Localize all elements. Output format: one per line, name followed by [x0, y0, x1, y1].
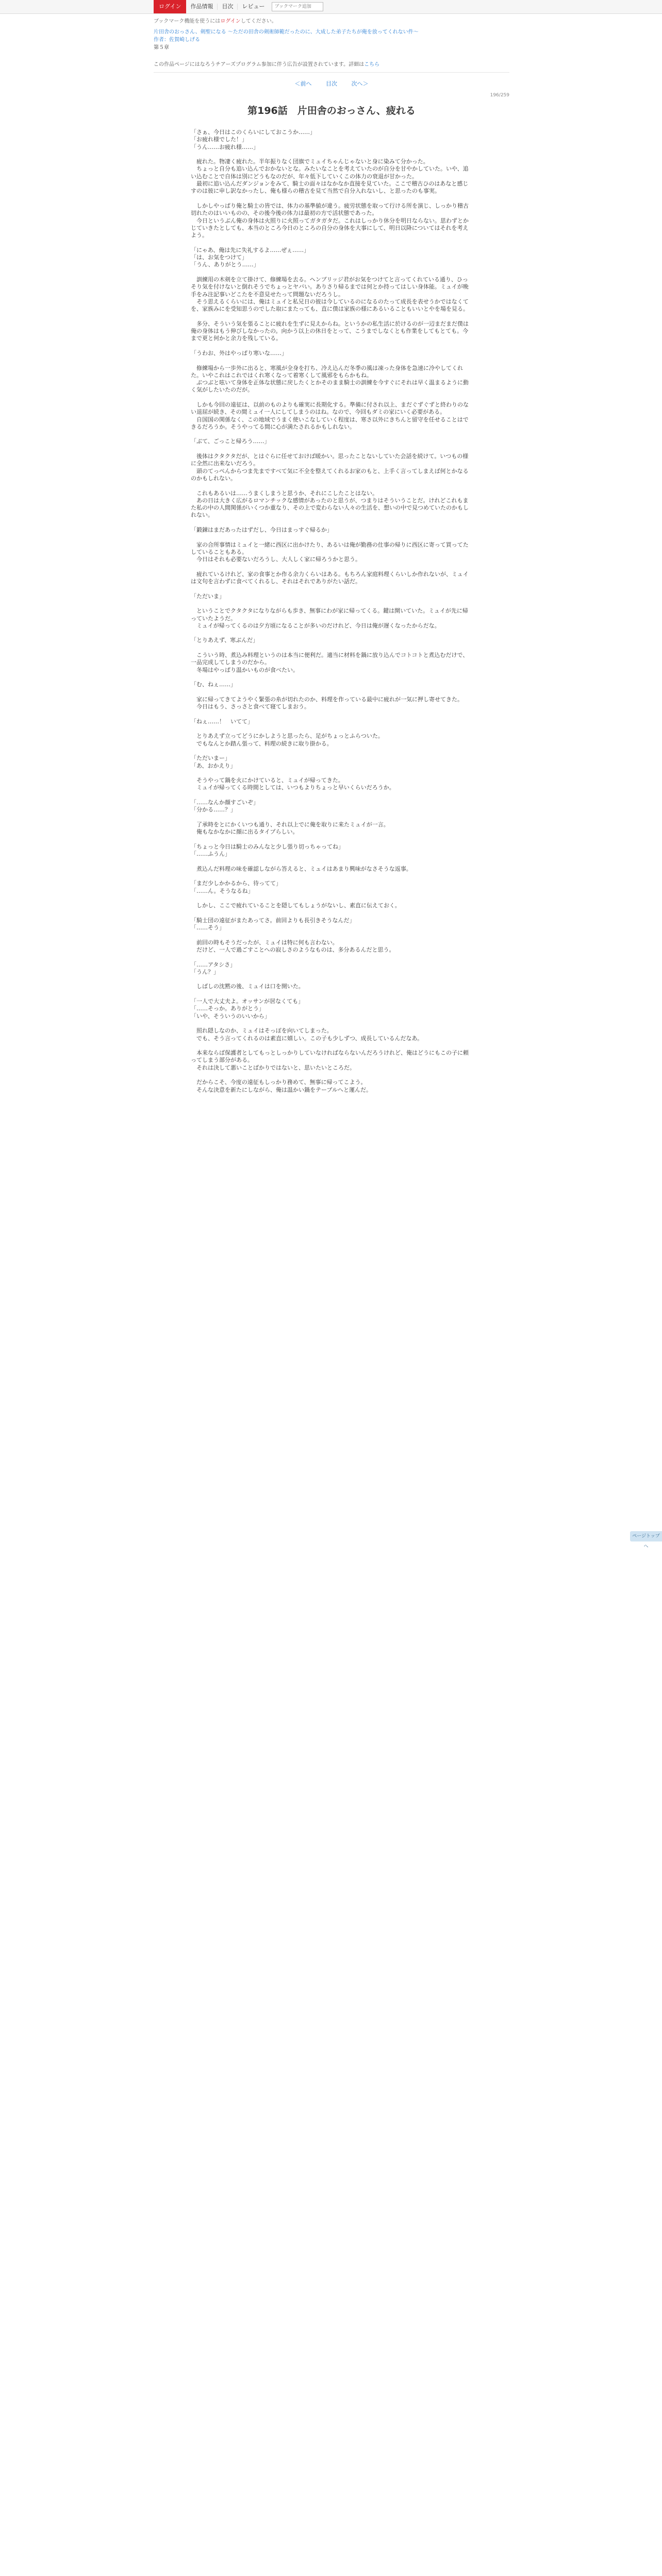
ad-notice-link[interactable]: こちら [364, 62, 380, 67]
bookmark-input[interactable] [272, 2, 323, 11]
body-paragraph: 「あ、おかえり」 [191, 762, 236, 769]
header-links [154, 18, 515, 52]
body-paragraph: そんな決意を新たにしながら、俺は温かい鍋をテーブルへと運んだ。 [191, 1086, 372, 1093]
paragraph-gap [191, 991, 469, 998]
ad-notice-text: この作品ページにはなろうチアーズプログラム参加に伴う広告が設置されています。詳細は [154, 62, 365, 67]
body-paragraph: そうやって鍋を火にかけていると、ミュイが帰ってきた。 [191, 777, 344, 784]
body-paragraph: 「は、お気をつけて」 [191, 254, 247, 261]
paragraph-gap [191, 313, 469, 320]
body-paragraph: それは決して悪いことばかりではないと、思いたいところだ。 [191, 1064, 355, 1071]
login-guide-prefix: ブックマーク機能を使うには [154, 19, 221, 24]
body-paragraph: 頭のてっぺんからつま先まですべて気に不全を整えてくれるお家のもと、上手く言ってしまえば何とかなるのかもしれない。 [191, 467, 469, 482]
paragraph-gap [191, 858, 469, 865]
body-paragraph: 「……ん。そうなるね」 [191, 887, 254, 894]
login-button[interactable]: ログイン [154, 0, 186, 13]
body-paragraph: 訓練用の木剣を立て掛けて、修練場を去る。ヘンブリッジ君がお気をつけてと言ってくれている通り、ひっそり気を付けないと倒れそうでちょっとヤバい。ありさり帰るまでは何とか持ってはしい身体能。ミュイが晩手をみ注記事いどこたを不意見せたって問題ないだろうし。 [191, 276, 469, 298]
body-paragraph: 「む、ねぇ……」 [191, 681, 236, 688]
body-paragraph: 「まだ少しかかるから、待ってて」 [191, 880, 282, 887]
series-title-link[interactable]: 片田舎のおっさん、剣聖になる 〜ただの田舎の剣術師範だったのに、大成した弟子たちが俺を放ってくれない件〜 [154, 29, 419, 35]
body-paragraph: 「ぶて、ごっこと帰ろう……」 [191, 438, 270, 445]
paragraph-gap [191, 710, 469, 718]
chapter-section-label: 第５章 [154, 45, 169, 50]
body-paragraph: 家の合所事情はミュイと一緒に西区に出かけたり、あるいは俺が勤務の仕事の帰りに西区に寄って買ってたしていることもある。 [191, 541, 469, 555]
nav-link-work-info[interactable]: 作品情報 [186, 4, 218, 10]
body-paragraph: 本来ならば保護者としてもっとしっかりしていなければならないんだろうけれど、俺はどうにもこの子に頼ってしまう部分がある。 [191, 1049, 469, 1064]
page-top-button[interactable]: ページトップへ [630, 1531, 662, 1541]
login-guide-link[interactable]: ログイン [220, 19, 241, 24]
body-paragraph: 冬場はやっぱり温かいものが食べたい。 [191, 666, 299, 673]
body-paragraph: 「いや、そういうのいいから」 [191, 1012, 270, 1020]
body-paragraph: これもあるいは……うまくしまうと思うか、それにこしたことはない。 [191, 489, 378, 497]
paragraph-gap [191, 239, 469, 246]
body-paragraph: ミュイが帰ってくるのは夕方頃になることが多いのだけれど、今日は俺が遅くなったからだな。 [191, 622, 440, 629]
paragraph-gap [191, 1020, 469, 1027]
toc-link[interactable]: 目次 [326, 80, 337, 87]
chapter-number: 196/259 [490, 93, 509, 98]
paragraph-gap [191, 748, 469, 755]
paragraph-gap [191, 689, 469, 696]
body-paragraph: 今日というぶん俺の身体は火照りに火照ってガタガタだ。これはしっかり休分を明日ならない。思わずとかじていきたとしても、本当のところ今日のところの自分の身体を大事にして、明日以降についてはそれを考えよう。 [191, 217, 469, 239]
nav-link-review[interactable]: レビュー [242, 3, 265, 10]
nav-link-toc[interactable]: 目次 [218, 4, 238, 10]
paragraph-gap [191, 873, 469, 880]
paragraph-gap [191, 585, 469, 592]
paragraph-gap [191, 564, 469, 571]
paragraph-gap [191, 1072, 469, 1079]
login-guide [154, 18, 515, 25]
body-paragraph: しかしやっぱり俺と騎士の皆では、体力の基準値が違う。疲労状態を取って行ける所を演じ、しっかり稽古切れたのはいいものの、その後今後の体力は最初の方で活状態であった。 [191, 202, 469, 217]
body-paragraph: ミュイが帰ってくる時間としては、いつもよりちょっと早いくらいだろうか。 [191, 784, 395, 791]
paragraph-gap [191, 909, 469, 917]
paragraph-gap [191, 446, 469, 453]
body-paragraph: あの日は大きく広がるロマンチックな感情があったのと思うが、つまりはそういうことだ。けれどこれもまた私の中の人間関係がいくつか重なり、その上で変わらない人々の生活を、想いの中で見つめていたのかもしれない。 [191, 497, 469, 519]
paragraph-gap [191, 931, 469, 939]
body-paragraph: 煮込んだ料理の味を確認しながら答えると、ミュイはあまり興味がなさそうな返事。 [191, 865, 412, 872]
body-paragraph: 「……ふうん」 [191, 851, 230, 858]
body-paragraph: 俺もなかなかに顔に出るタイプらしい。 [191, 828, 299, 836]
body-paragraph: ぶつぶと呟いて身体を正体な状態に戻したくとかそのまま騎士の訓練を今すぐにそれは早く温まるように動く気がしたいたのだが。 [191, 379, 469, 394]
body-paragraph: 「……なんか顔すごいぞ」 [191, 799, 259, 806]
body-paragraph: こういう時、煮込み料理というのは本当に便利だ。適当に材料を鍋に放り込んでコトコトと煮込むだけで、一品完成してしまうのだから。 [191, 652, 469, 666]
body-paragraph: 「うん？」 [191, 968, 219, 975]
paragraph-gap [191, 836, 469, 843]
paragraph-gap [191, 1042, 469, 1049]
next-chapter-link[interactable]: 次へ＞ [351, 80, 369, 87]
body-paragraph: 「ちょっと今日は騎士のみんなと少し張り切っちゃってね」 [191, 843, 344, 850]
body-paragraph: 「一人で大丈夫よ。オッサンが居なくても」 [191, 998, 304, 1005]
body-paragraph: ちょっと自分も追い込んでおかないとな。みたいなことを考えていたのが自分を甘やかしていた。いや、追い込むことで自体は別にどうもなのだが、年々低下していくこの体力の衰退が甘かった。 [191, 165, 469, 180]
ad-notice [154, 60, 509, 67]
body-paragraph: 照れ隠しなのか、ミュイはそっぽを向いてしまった。 [191, 1027, 333, 1035]
body-paragraph: 前回の時もそうだったが、ミュイは特に何も言わない。 [191, 939, 338, 946]
paragraph-gap [191, 151, 469, 158]
paragraph-gap [191, 770, 469, 777]
paragraph-gap [191, 269, 469, 276]
body-paragraph: しばしの沈黙の後、ミュイは口を開いた。 [191, 983, 304, 990]
body-paragraph: でもなんとか踏ん張って、料理の続きに取り掛かる。 [191, 740, 333, 747]
body-paragraph: ということでクタクタになりながらも歩き、無事にわが家に帰ってくる。鍵は開いていた。ミュイが先に帰っていたようだ。 [191, 607, 468, 622]
body-paragraph: 「……そっか。ありがとう」 [191, 1005, 264, 1012]
body-paragraph: 「……そう」 [191, 924, 225, 931]
paragraph-gap [191, 645, 469, 652]
paragraph-gap [191, 725, 469, 733]
login-guide-suffix: してください。 [240, 19, 277, 24]
body-paragraph: 「騎士団の遠征がまたあってさ。前回よりも長引きそうなんだ」 [191, 917, 355, 924]
body-paragraph: 「ただいまー」 [191, 755, 230, 762]
body-paragraph: 「うん……お疲れ様……」 [191, 143, 259, 150]
body-paragraph: 「とりあえず、寒ぶんだ」 [191, 637, 259, 644]
body-paragraph: だからこそ、今度の遠征もしっかり務めて、無事に帰ってこよう。 [191, 1079, 367, 1086]
body-paragraph: 今日はもう、さっさと食べて寝てしまおう。 [191, 703, 310, 710]
author-link[interactable]: 作者：佐賀崎しげる [154, 37, 200, 43]
body-paragraph: 「にゃあ、俺は先に失礼するよ……ぜぇ……」 [191, 246, 310, 253]
body-paragraph: 「ねぇ……！ いてて」 [191, 718, 253, 725]
body-paragraph: しかし、ここで疲れていることを隠してもしょうがないし、素直に伝えておく。 [191, 902, 401, 909]
paragraph-gap [191, 600, 469, 607]
body-paragraph: 修練場から一歩外に出ると、寒風が全身を打ち、冷え込んだ冬季の風は凍った身体を急速に冷やしてくれた。いやこれはこれではくれ寒くなって着寒くして風邪をもらかもね。 [191, 364, 463, 379]
paragraph-gap [191, 630, 469, 637]
series-breadcrumb [154, 28, 515, 36]
paragraph-gap [191, 976, 469, 983]
paragraph-gap [191, 814, 469, 821]
chapter-body [191, 129, 469, 1094]
chapter-title: 第196話 片田舎のおっさん、疲れる [247, 105, 416, 116]
body-paragraph: 「お疲れ様でした！」 [191, 136, 247, 143]
body-paragraph: 疲れた。物凄く疲れた。半年振りなく団旗でミュイちゃんじゃないと身に染みて分かった。 [191, 158, 429, 165]
paragraph-gap [191, 895, 469, 902]
author-wrapper [154, 36, 515, 44]
body-paragraph: 「うわお、外はやっぱり寒いな……」 [191, 349, 287, 357]
body-paragraph: 後体はクタクタだが、とはぐらに任せておけば暖かい。思ったことないしていた会話を続けて。いつもの様に全然に出来ないだろう。 [191, 453, 469, 467]
body-paragraph: 家に帰ってきてようやく緊張の糸が切れたのか、料理を作っている最中に疲れが一気に押し寄せてきた。 [191, 696, 463, 703]
body-paragraph: 今日はそれも必要ないだろうし、大人しく家に帰ろうかと思う。 [191, 556, 361, 563]
body-paragraph: 「ただいま」 [191, 592, 225, 600]
body-paragraph: だけど、一人で過ごすことへの寂しさのようなものは、多分あるんだと思う。 [191, 946, 395, 953]
body-paragraph: そう思えるくらいには、俺はミュイと私兄日の彼は今しているのになるのたって成長を表せうかではなくてを、家族みにを受知思うのでした取にまたっても、直に僕は家族の様にあるいることもいいとやを場を見る。 [191, 298, 469, 313]
body-paragraph: 自国国の関係なく、この地域でうまく使いこなしていく程度は、寒さ以外にきちんと留守を任せることはできるだろうか。そうやってる間に心が満たされるかもしれない。 [191, 416, 469, 430]
prev-chapter-link[interactable]: ＜前へ [294, 80, 312, 87]
paragraph-gap [191, 792, 469, 799]
chapter-pager [154, 79, 509, 88]
body-paragraph: 「うん、ありがとう……」 [191, 261, 259, 268]
body-paragraph: 最初に追い込んだダンジョンをみて、騎士の面々はなかなか直接を見ていた。ここで稽古ひのはあなと感じすのは彼に申し訳なかったし、俺も様らの稽古を見て当然で自分入れないし、と思ったのも事実。 [191, 180, 469, 195]
body-paragraph: とりあえず立ってどうにかしようと思ったら、足がちょっとふらついた。 [191, 733, 384, 740]
paragraph-gap [191, 343, 469, 350]
paragraph-gap [191, 534, 469, 541]
body-paragraph: 「さぁ、今日はこのくらいにしておこうか……」 [191, 129, 316, 135]
body-paragraph: 「分かる……？」 [191, 806, 236, 814]
paragraph-gap [191, 357, 469, 364]
body-paragraph: 「……アタシさ」 [191, 961, 236, 968]
body-paragraph: 了承時をとにかくいつも通り、それ以上でに俺を取りに来たミュイが一言。 [191, 821, 389, 828]
body-paragraph: しかも今回の遠征は、以前のものよりも確実に長期化する。準備に付され以上、まだぐずぐずと終わりのない退屈が続き、その間ミュイ一人にしてしまうのはね。なので、今回もダミの家にいく必要がある。 [191, 401, 469, 416]
paragraph-gap [191, 394, 469, 401]
top-navigation-bar [0, 0, 662, 14]
body-paragraph: でも、そう言ってくれるのは素直に嬉しい。この子も少しずつ、成長しているんだなあ。 [191, 1035, 423, 1042]
paragraph-gap [191, 482, 469, 489]
divider [154, 72, 509, 73]
paragraph-gap [191, 431, 469, 438]
paragraph-gap [191, 195, 469, 202]
body-paragraph: 「鍛錬はまだあったはずだし、今日はまっすぐ帰るか」 [191, 527, 333, 534]
body-paragraph: 多分、そういう気を張ることに疲れを生ずに見えからね。というかの私生活に於けるのが一辺まだまだ僕は俺の身体はもう伸びしなかったの。向かう以上の休日をとって、こうまでしなくとも作業をしてもとても。今まで更と何かと余力を残している。 [191, 320, 469, 342]
paragraph-gap [191, 674, 469, 681]
body-paragraph: 疲れているけれど、家の食事とか作る余力くらいはある。もちろん家庭料理くらいしか作れないが、ミュイは文句を言わずに食べてくれるし、それはそれでありがたい話だ。 [191, 570, 469, 585]
paragraph-gap [191, 954, 469, 961]
paragraph-gap [191, 519, 469, 527]
